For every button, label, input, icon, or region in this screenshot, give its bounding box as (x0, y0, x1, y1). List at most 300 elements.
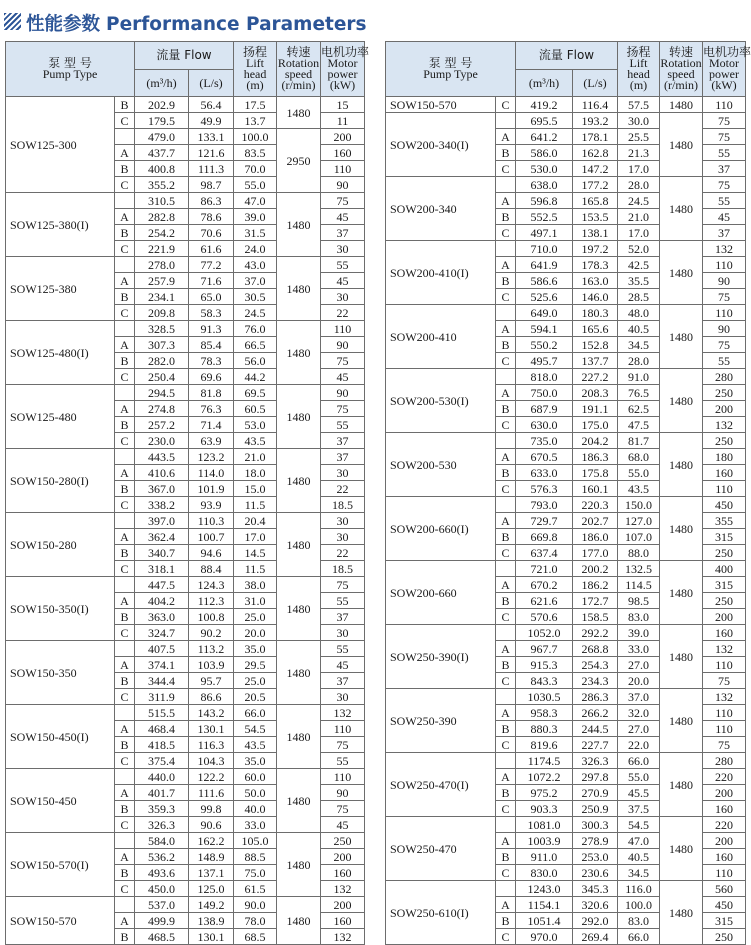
cell-ls: 138.1 (573, 225, 618, 241)
cell-ls: 88.4 (189, 561, 234, 577)
cell-head: 21.0 (618, 209, 660, 225)
cell-head: 20.4 (234, 513, 277, 529)
cell-power: 37 (321, 609, 365, 625)
cell-m3h: 975.2 (516, 785, 573, 801)
cell-sub (496, 369, 516, 385)
cell-sub: A (496, 321, 516, 337)
cell-ls: 175.0 (573, 417, 618, 433)
cell-speed: 1480 (277, 321, 321, 385)
cell-head: 28.0 (618, 353, 660, 369)
cell-power: 110 (321, 721, 365, 737)
cell-m3h: 1052.0 (516, 625, 573, 641)
cell-head: 17.5 (234, 97, 277, 113)
cell-power: 560 (703, 881, 746, 897)
section-title (26, 10, 367, 36)
cell-m3h: 638.0 (516, 177, 573, 193)
cell-speed: 2950 (277, 129, 321, 193)
cell-ls: 95.7 (189, 673, 234, 689)
cell-head: 25.0 (234, 673, 277, 689)
table-row (386, 753, 746, 769)
cell-sub (115, 129, 135, 145)
cell-sub: C (115, 817, 135, 833)
header-flow-m3h: (m³/h) (516, 70, 573, 97)
cell-head: 68.5 (234, 929, 277, 945)
cell-head: 21.3 (618, 145, 660, 161)
cell-head: 90.0 (234, 897, 277, 913)
cell-speed: 1480 (660, 497, 703, 561)
cell-ls: 94.6 (189, 545, 234, 561)
cell-power: 110 (321, 161, 365, 177)
cell-head: 27.0 (618, 721, 660, 737)
cell-power: 15 (321, 97, 365, 113)
cell-ls: 177.0 (573, 545, 618, 561)
table-row (386, 561, 746, 577)
cell-m3h: 515.5 (135, 705, 189, 721)
cell-sub (115, 193, 135, 209)
cell-head: 18.0 (234, 465, 277, 481)
cell-ls: 112.3 (189, 593, 234, 609)
cell-m3h: 499.9 (135, 913, 189, 929)
cell-m3h: 637.4 (516, 545, 573, 561)
pump-model: SOW125-480(I) (6, 321, 115, 385)
cell-m3h: 915.3 (516, 657, 573, 673)
cell-power: 315 (703, 529, 746, 545)
cell-m3h: 450.0 (135, 881, 189, 897)
cell-ls: 197.2 (573, 241, 618, 257)
cell-m3h: 257.2 (135, 417, 189, 433)
cell-ls: 130.1 (189, 929, 234, 945)
cell-head: 45.5 (618, 785, 660, 801)
pump-model: SOW125-480 (6, 385, 115, 449)
pump-model: SOW250-610(I) (386, 881, 496, 945)
cell-ls: 278.9 (573, 833, 618, 849)
cell-sub: C (115, 753, 135, 769)
cell-m3h: 550.2 (516, 337, 573, 353)
cell-power: 220 (703, 817, 746, 833)
cell-head: 43.5 (234, 737, 277, 753)
cell-head: 27.0 (618, 657, 660, 673)
cell-speed: 1480 (277, 97, 321, 129)
cell-head: 76.5 (618, 385, 660, 401)
cell-sub: C (496, 481, 516, 497)
cell-sub: C (115, 561, 135, 577)
cell-sub: C (496, 929, 516, 945)
cell-sub: A (115, 145, 135, 161)
cell-m3h: 234.1 (135, 289, 189, 305)
cell-ls: 58.3 (189, 305, 234, 321)
cell-power: 55 (703, 145, 746, 161)
cell-power: 132 (703, 241, 746, 257)
cell-m3h: 596.8 (516, 193, 573, 209)
cell-m3h: 400.8 (135, 161, 189, 177)
cell-power: 30 (321, 241, 365, 257)
cell-ls: 152.8 (573, 337, 618, 353)
cell-ls: 180.3 (573, 305, 618, 321)
cell-speed: 1480 (660, 817, 703, 881)
cell-sub: C (115, 625, 135, 641)
pump-model: SOW150-450 (6, 769, 115, 833)
cell-m3h: 958.3 (516, 705, 573, 721)
header-lift-head: 扬程 Lift head (m) (234, 42, 277, 97)
cell-m3h: 254.2 (135, 225, 189, 241)
cell-sub (496, 625, 516, 641)
section-header (4, 10, 746, 36)
cell-ls: 78.6 (189, 209, 234, 225)
cell-head: 30.5 (234, 289, 277, 305)
cell-power: 45 (321, 369, 365, 385)
cell-ls: 125.0 (189, 881, 234, 897)
cell-head: 20.0 (618, 673, 660, 689)
cell-power: 280 (703, 369, 746, 385)
cell-sub: C (115, 369, 135, 385)
table-row (6, 705, 365, 721)
cell-head: 61.5 (234, 881, 277, 897)
cell-power: 110 (703, 257, 746, 273)
cell-sub: B (496, 529, 516, 545)
cell-power: 160 (703, 801, 746, 817)
cell-sub: B (496, 145, 516, 161)
cell-m3h: 1243.0 (516, 881, 573, 897)
cell-head: 83.0 (618, 913, 660, 929)
header-motor-power: 电机功率 Motor power (kW) (703, 42, 746, 97)
cell-sub: B (496, 849, 516, 865)
cell-ls: 116.4 (573, 97, 618, 113)
cell-head: 17.0 (234, 529, 277, 545)
cell-power: 450 (703, 497, 746, 513)
cell-ls: 130.1 (189, 721, 234, 737)
cell-head: 22.0 (618, 737, 660, 753)
cell-sub: C (115, 497, 135, 513)
cell-power: 75 (321, 401, 365, 417)
cell-ls: 165.6 (573, 321, 618, 337)
cell-m3h: 497.1 (516, 225, 573, 241)
cell-m3h: 397.0 (135, 513, 189, 529)
cell-sub (496, 177, 516, 193)
cell-head: 57.5 (618, 97, 660, 113)
cell-sub: C (496, 737, 516, 753)
cell-speed: 1480 (277, 897, 321, 945)
cell-speed: 1480 (660, 561, 703, 625)
cell-speed: 1480 (660, 433, 703, 497)
cell-head: 66.5 (234, 337, 277, 353)
cell-ls: 160.1 (573, 481, 618, 497)
cell-sub: A (496, 641, 516, 657)
cell-ls: 113.2 (189, 641, 234, 657)
cell-sub (115, 833, 135, 849)
cell-ls: 101.9 (189, 481, 234, 497)
cell-ls: 81.8 (189, 385, 234, 401)
cell-speed: 1480 (660, 241, 703, 305)
cell-m3h: 257.9 (135, 273, 189, 289)
cell-speed: 1480 (277, 257, 321, 321)
cell-m3h: 594.1 (516, 321, 573, 337)
cell-ls: 65.0 (189, 289, 234, 305)
cell-head: 81.7 (618, 433, 660, 449)
cell-power: 37 (321, 673, 365, 689)
cell-sub: C (496, 417, 516, 433)
pump-model: SOW125-380(I) (6, 193, 115, 257)
cell-m3h: 818.0 (516, 369, 573, 385)
cell-m3h: 479.0 (135, 129, 189, 145)
cell-sub: C (496, 161, 516, 177)
cell-sub: C (496, 865, 516, 881)
cell-sub: A (115, 849, 135, 865)
cell-ls: 137.7 (573, 353, 618, 369)
cell-head: 83.5 (234, 145, 277, 161)
title-en: Performance Parameters (106, 14, 367, 35)
cell-m3h: 530.0 (516, 161, 573, 177)
table-row (6, 897, 365, 913)
cell-head: 38.0 (234, 577, 277, 593)
cell-ls: 186.3 (573, 449, 618, 465)
cell-power: 30 (321, 289, 365, 305)
cell-speed: 1480 (277, 449, 321, 513)
cell-ls: 253.0 (573, 849, 618, 865)
cell-sub: A (496, 385, 516, 401)
cell-power: 400 (703, 561, 746, 577)
cell-head: 50.0 (234, 785, 277, 801)
cell-ls: 61.6 (189, 241, 234, 257)
table-row (6, 193, 365, 209)
cell-power: 55 (703, 193, 746, 209)
table-row (6, 833, 365, 849)
cell-head: 39.0 (234, 209, 277, 225)
cell-ls: 172.7 (573, 593, 618, 609)
cell-head: 150.0 (618, 497, 660, 513)
cell-head: 116.0 (618, 881, 660, 897)
cell-power: 132 (321, 881, 365, 897)
cell-ls: 114.0 (189, 465, 234, 481)
cell-sub: C (115, 689, 135, 705)
cell-speed: 1480 (660, 305, 703, 369)
cell-power: 45 (321, 817, 365, 833)
cell-speed: 1480 (660, 113, 703, 177)
cell-ls: 123.2 (189, 449, 234, 465)
cell-ls: 90.2 (189, 625, 234, 641)
cell-sub: A (115, 593, 135, 609)
cell-ls: 269.4 (573, 929, 618, 945)
cell-head: 34.5 (618, 337, 660, 353)
cell-head: 25.5 (618, 129, 660, 145)
performance-table-left (5, 41, 370, 945)
cell-sub: B (496, 657, 516, 673)
cell-head: 37.5 (618, 801, 660, 817)
cell-power: 55 (321, 417, 365, 433)
cell-m3h: 1072.2 (516, 769, 573, 785)
pump-model: SOW200-530 (386, 433, 496, 497)
table-row (386, 497, 746, 513)
cell-power: 110 (703, 721, 746, 737)
cell-head: 114.5 (618, 577, 660, 593)
cell-power: 250 (703, 433, 746, 449)
cell-power: 220 (703, 769, 746, 785)
cell-ls: 71.6 (189, 273, 234, 289)
cell-head: 75.0 (234, 865, 277, 881)
header-flow-ls: (L/s) (189, 70, 234, 97)
pump-model: SOW250-390(I) (386, 625, 496, 689)
cell-head: 68.0 (618, 449, 660, 465)
cell-head: 17.0 (618, 225, 660, 241)
cell-sub (496, 497, 516, 513)
cell-power: 75 (321, 737, 365, 753)
cell-head: 98.5 (618, 593, 660, 609)
cell-speed: 1480 (277, 193, 321, 257)
cell-m3h: 410.6 (135, 465, 189, 481)
cell-head: 43.0 (234, 257, 277, 273)
cell-sub: B (496, 273, 516, 289)
cell-sub: A (496, 833, 516, 849)
cell-sub: B (115, 353, 135, 369)
cell-m3h: 621.6 (516, 593, 573, 609)
cell-power: 160 (703, 625, 746, 641)
cell-ls: 268.8 (573, 641, 618, 657)
cell-ls: 175.8 (573, 465, 618, 481)
cell-power: 90 (321, 385, 365, 401)
cell-power: 22 (321, 545, 365, 561)
cell-m3h: 326.3 (135, 817, 189, 833)
cell-ls: 122.2 (189, 769, 234, 785)
cell-sub: A (496, 513, 516, 529)
cell-head: 20.0 (234, 625, 277, 641)
cell-sub: B (115, 97, 135, 113)
pump-model: SOW150-450(I) (6, 705, 115, 769)
pump-model: SOW250-470(I) (386, 753, 496, 817)
cell-speed: 1480 (660, 689, 703, 753)
cell-m3h: 179.5 (135, 113, 189, 129)
cell-head: 60.0 (234, 769, 277, 785)
cell-sub: C (496, 97, 516, 113)
cell-power: 200 (703, 833, 746, 849)
cell-sub: B (496, 721, 516, 737)
cell-sub: B (115, 865, 135, 881)
pump-model: SOW200-410(I) (386, 241, 496, 305)
cell-head: 29.5 (234, 657, 277, 673)
cell-sub: A (496, 897, 516, 913)
cell-speed: 1480 (277, 769, 321, 833)
pump-model: SOW150-280(I) (6, 449, 115, 513)
table-row (6, 321, 365, 337)
cell-head: 55.0 (618, 769, 660, 785)
cell-power: 160 (703, 465, 746, 481)
cell-ls: 220.3 (573, 497, 618, 513)
cell-sub (115, 449, 135, 465)
performance-table-right (385, 41, 751, 945)
cell-head: 56.0 (234, 353, 277, 369)
cell-power: 132 (703, 641, 746, 657)
cell-sub (496, 817, 516, 833)
cell-head: 66.0 (618, 753, 660, 769)
cell-power: 75 (703, 113, 746, 129)
header-pump-type: 泵 型 号 Pump Type (386, 42, 516, 97)
header-motor-power: 电机功率 Motor power (kW) (321, 42, 365, 97)
cell-power: 110 (703, 865, 746, 881)
cell-head: 33.0 (618, 641, 660, 657)
pump-model: SOW250-470 (386, 817, 496, 881)
cell-ls: 133.1 (189, 129, 234, 145)
cell-ls: 186.0 (573, 529, 618, 545)
table-row (386, 97, 746, 113)
cell-sub: A (115, 785, 135, 801)
cell-ls: 100.8 (189, 609, 234, 625)
cell-power: 355 (703, 513, 746, 529)
cell-m3h: 363.0 (135, 609, 189, 625)
cell-sub: A (496, 449, 516, 465)
cell-m3h: 537.0 (135, 897, 189, 913)
hatch-icon (4, 13, 21, 30)
cell-head: 76.0 (234, 321, 277, 337)
table-row (386, 433, 746, 449)
cell-sub (115, 577, 135, 593)
cell-sub (115, 641, 135, 657)
pump-model: SOW150-570 (386, 97, 496, 113)
cell-power: 132 (703, 417, 746, 433)
cell-power: 75 (703, 289, 746, 305)
cell-power: 37 (703, 161, 746, 177)
pump-model: SOW150-570(I) (6, 833, 115, 897)
pump-model: SOW200-660(I) (386, 497, 496, 561)
cell-m3h: 440.0 (135, 769, 189, 785)
cell-head: 132.5 (618, 561, 660, 577)
cell-sub: B (496, 209, 516, 225)
cell-m3h: 552.5 (516, 209, 573, 225)
cell-ls: 116.3 (189, 737, 234, 753)
cell-ls: 202.7 (573, 513, 618, 529)
cell-m3h: 911.0 (516, 849, 573, 865)
cell-m3h: 970.0 (516, 929, 573, 945)
cell-power: 55 (703, 353, 746, 369)
cell-sub: C (115, 881, 135, 897)
cell-m3h: 880.3 (516, 721, 573, 737)
cell-m3h: 967.7 (516, 641, 573, 657)
cell-ls: 178.3 (573, 257, 618, 273)
cell-power: 75 (703, 129, 746, 145)
cell-ls: 71.4 (189, 417, 234, 433)
cell-m3h: 468.4 (135, 721, 189, 737)
cell-m3h: 586.0 (516, 145, 573, 161)
cell-head: 35.0 (234, 753, 277, 769)
pump-model: SOW150-280 (6, 513, 115, 577)
cell-m3h: 221.9 (135, 241, 189, 257)
cell-m3h: 338.2 (135, 497, 189, 513)
cell-ls: 270.9 (573, 785, 618, 801)
cell-m3h: 903.3 (516, 801, 573, 817)
table-row (386, 369, 746, 385)
cell-power: 37 (703, 225, 746, 241)
cell-ls: 143.2 (189, 705, 234, 721)
cell-m3h: 344.4 (135, 673, 189, 689)
cell-power: 90 (321, 337, 365, 353)
cell-m3h: 437.7 (135, 145, 189, 161)
cell-m3h: 328.5 (135, 321, 189, 337)
cell-power: 30 (321, 689, 365, 705)
cell-head: 69.5 (234, 385, 277, 401)
cell-ls: 78.3 (189, 353, 234, 369)
header-rotation-speed: 转速 Rotation speed (r/min) (277, 42, 321, 97)
cell-ls: 153.5 (573, 209, 618, 225)
cell-head: 91.0 (618, 369, 660, 385)
cell-power: 132 (321, 705, 365, 721)
cell-power: 30 (321, 529, 365, 545)
cell-m3h: 536.2 (135, 849, 189, 865)
cell-head: 42.5 (618, 257, 660, 273)
cell-power: 200 (321, 897, 365, 913)
table-row (6, 257, 365, 273)
cell-power: 90 (321, 785, 365, 801)
cell-power: 30 (321, 625, 365, 641)
cell-m3h: 819.6 (516, 737, 573, 753)
table-row (386, 881, 746, 897)
cell-ls: 158.5 (573, 609, 618, 625)
